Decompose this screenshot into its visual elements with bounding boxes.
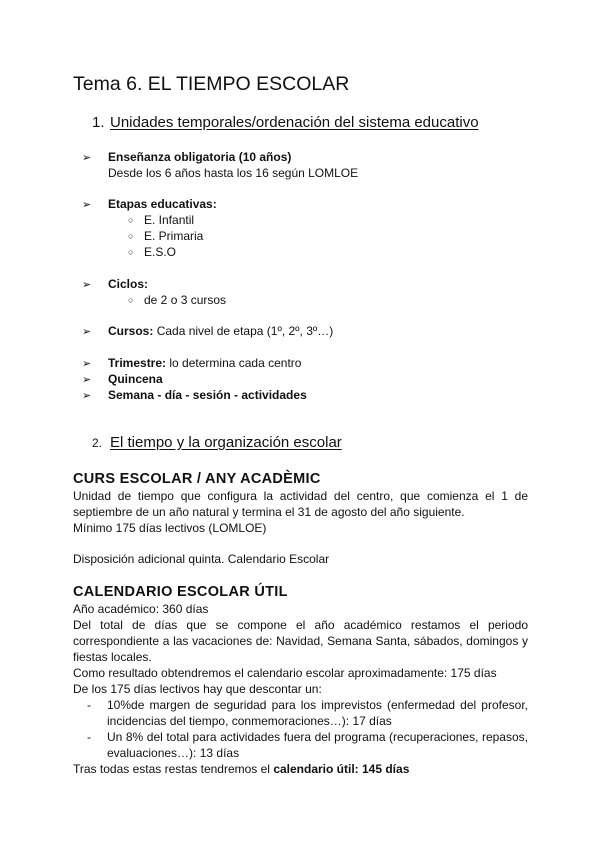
- trimestre-label: Trimestre:: [108, 356, 167, 370]
- etapas-list-item: [128, 228, 203, 244]
- etapas-label: Etapas educativas:: [108, 197, 217, 211]
- ensenanza-item: [82, 149, 291, 166]
- quincena-label: Quincena: [108, 372, 163, 386]
- summary-prefix: Tras todas estas restas tendremos el: [73, 762, 274, 776]
- ciclos-list-text: de 2 o 3 cursos: [144, 293, 227, 307]
- curs-escolar-heading: CURS ESCOLAR / ANY ACADÈMIC: [73, 471, 321, 487]
- circle-bullet-icon: ○: [128, 295, 134, 305]
- ensenanza-label: Enseñanza obligatoria (10 años): [108, 150, 292, 164]
- cursos-detail: Cada nivel de etapa (1º, 2º, 3º…): [156, 324, 334, 338]
- section-2-title: El tiempo y la organización escolar: [110, 434, 342, 451]
- descuento-text: 10%de margen de seguridad para los imprevistos (enfermedad del profesor, incidencias del tiempo, conmemoraciones…): 17 días: [107, 698, 528, 728]
- semana-label: Semana - día - sesión - actividades: [108, 388, 307, 402]
- descontar-text: De los 175 días lectivos hay que descontar un:: [73, 682, 322, 696]
- circle-bullet-icon: ○: [128, 247, 134, 257]
- cursos-label: Cursos:: [108, 324, 154, 338]
- ciclos-list-item: [128, 292, 226, 308]
- calendario-util-summary: [73, 761, 528, 777]
- calendario-util-value: calendario útil: 145 días: [273, 762, 410, 776]
- descuento-list-item: [87, 729, 528, 761]
- dash-bullet: -: [87, 698, 91, 712]
- curs-escolar-paragraph: Unidad de tiempo que configura la actividad del centro, que comienza el 1 de septiembre de un año natural y termina el 31 de agosto del año siguiente.: [73, 489, 528, 519]
- etapas-list-item: [128, 244, 176, 260]
- resultado-text: Como resultado obtendremos el calendario escolar aproximadamente: 175 días: [73, 666, 497, 680]
- ciclos-label: Ciclos:: [108, 277, 149, 291]
- circle-bullet-icon: ○: [128, 231, 134, 241]
- arrow-bullet-icon: ➢: [82, 358, 92, 370]
- cursos-item: [82, 323, 333, 340]
- minimo-dias-text: Mínimo 175 días lectivos (LOMLOE): [73, 521, 267, 535]
- arrow-bullet-icon: ➢: [82, 199, 92, 211]
- etapas-item: [82, 196, 217, 213]
- calendario-heading: CALENDARIO ESCOLAR ÚTIL: [73, 584, 288, 600]
- trimestre-item: [82, 355, 301, 372]
- trimestre-detail: lo determina cada centro: [169, 356, 302, 370]
- dash-bullet: -: [87, 730, 91, 744]
- arrow-bullet-icon: ➢: [82, 326, 92, 338]
- section-2-number: 2.: [92, 436, 103, 450]
- section-2-heading: [92, 434, 342, 451]
- disposicion-text: Disposición adicional quinta. Calendario Escolar: [73, 552, 330, 566]
- section-1-heading: [92, 114, 479, 131]
- arrow-bullet-icon: ➢: [82, 152, 92, 164]
- section-1-title: Unidades temporales/ordenación del sistema educativo: [110, 114, 479, 131]
- document-title: Tema 6. EL TIEMPO ESCOLAR: [73, 73, 350, 95]
- arrow-bullet-icon: ➢: [82, 374, 92, 386]
- circle-bullet-icon: ○: [128, 215, 134, 225]
- arrow-bullet-icon: ➢: [82, 390, 92, 402]
- arrow-bullet-icon: ➢: [82, 279, 92, 291]
- etapas-list-item: [128, 212, 194, 228]
- etapas-list-text: E.S.O: [144, 245, 177, 259]
- descuento-list-item: [87, 697, 528, 729]
- etapas-list-text: E. Infantil: [144, 213, 195, 227]
- ciclos-item: [82, 276, 148, 293]
- ensenanza-detail: Desde los 6 años hasta los 16 según LOMLOE: [108, 166, 359, 180]
- etapas-list-text: E. Primaria: [144, 229, 204, 243]
- calendario-paragraph: Del total de días que se compone el año académico restamos el periodo correspondiente a las vacaciones de: Navidad, Semana Santa, sábados, domingos y fiestas locales.: [73, 618, 528, 664]
- quincena-item: [82, 371, 163, 388]
- ano-academico-text: Año académico: 360 días: [73, 602, 209, 616]
- section-1-number: 1.: [92, 114, 105, 131]
- descuento-text: Un 8% del total para actividades fuera del programa (recuperaciones, repasos, evaluaciones…): 13 días: [107, 730, 528, 760]
- semana-item: [82, 387, 307, 404]
